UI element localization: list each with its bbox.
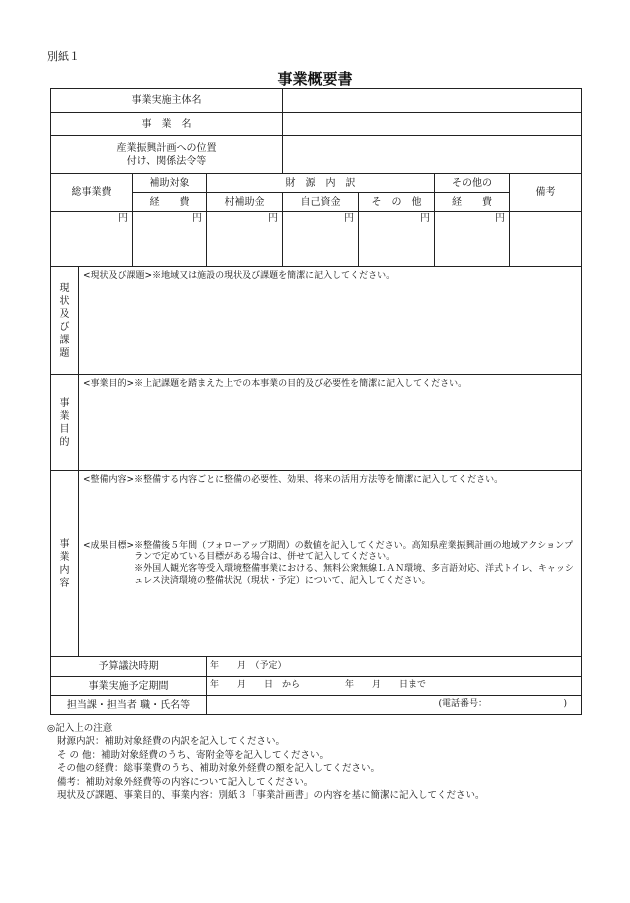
village-subsidy-header: 村補助金 [207, 193, 283, 212]
entry-notes [47, 722, 485, 803]
purpose-label: 事 業 目 的 [51, 375, 79, 471]
others-cell[interactable]: 円 [359, 212, 435, 267]
note-item: そ の 他：補助対象経費のうち、寄附金等を記入してください。 [57, 749, 330, 761]
breakdown-header: 財 源 内 訳 [207, 174, 435, 193]
village-subsidy-cell[interactable]: 円 [207, 212, 283, 267]
goal-block [83, 541, 577, 588]
purpose-field[interactable]: <事業目的>※上記課題を踏まえた上での本事業の目的及び必要性を簡潔に記入してください。 [79, 375, 582, 471]
note-item: 現状及び課題、事業目的、事業内容：別紙３「事業計画書」の内容を基に簡潔に記入してください。 [57, 790, 485, 802]
budget-label: 予算議決時期 [51, 657, 207, 677]
total-cost-cell[interactable]: 円 [51, 212, 133, 267]
goal-heading: <成果目標> [83, 540, 135, 551]
period-field[interactable]: 年 月 日 から 年 月 日まで [207, 677, 582, 696]
note-item: 財源内訳：補助対象経費の内訳を記入してください。 [57, 736, 286, 748]
document-title: 事業概要書 [277, 70, 353, 88]
contact-field[interactable]: (電話番号： ) [207, 696, 582, 715]
others-header: そ の 他 [359, 193, 435, 212]
content-field[interactable]: <整備内容>※整備する内容ごとに整備の必要性、効果、将来の活用方法等を簡潔に記入してください。 <成果目標> ※整備後５年間（フォローアップ期間）の数値を記入してください。高知県産業振興計画の地域アクションプランで定めている目標がある場合は、併せて記入してください。 ※外国人観光客等受入環境整備事業における、無料公衆無線ＬＡＮ環境、多言語対応、洋式トイレ、キャッシュレス決済環境の整備状況（現状・予定）について、記入してください。 [79, 471, 582, 657]
note-item: その他の経費：総事業費のうち、補助対象外経費の額を記入してください。 [57, 763, 381, 775]
goal-note-1: ※整備後５年間（フォローアップ期間）の数値を記入してください。高知県産業振興計画の地域アクションプランで定めている目標がある場合は、併せて記入してください。 [134, 540, 574, 563]
current-issues-field[interactable]: <現状及び課題>※地域又は施設の現状及び課題を簡潔に記入してください。 [79, 267, 582, 375]
summary-table [50, 88, 582, 715]
other-cost-header-2: 経 費 [435, 193, 510, 212]
remarks-header: 備考 [510, 174, 582, 212]
notes-heading: ◎記入上の注意 [47, 723, 113, 734]
subsidy-target-cell[interactable]: 円 [133, 212, 207, 267]
own-funds-header: 自己資金 [283, 193, 359, 212]
annex-label: 別紙１ [47, 50, 80, 63]
goal-note-2: ※外国人観光客等受入環境整備事業における、無料公衆無線ＬＡＮ環境、多言語対応、洋式トイレ、キャッシュレス決済環境の整備状況（現状・予定）について、記入してください。 [134, 564, 574, 586]
plan-position-field[interactable] [283, 136, 582, 174]
remarks-cell[interactable] [510, 212, 582, 267]
budget-field[interactable]: 年 月 （予定） [207, 657, 582, 677]
subsidy-target-header-2: 経 費 [133, 193, 207, 212]
project-name-field[interactable] [283, 113, 582, 136]
contact-label: 担当課・担当者 職・氏名等 [51, 696, 207, 715]
subsidy-target-header-1: 補助対象 [133, 174, 207, 193]
other-cost-cell[interactable]: 円 [435, 212, 510, 267]
project-name-label: 事 業 名 [51, 113, 283, 136]
total-cost-header: 総事業費 [51, 174, 133, 212]
period-label: 事業実施予定期間 [51, 677, 207, 696]
current-issues-label: 現 状 及 び 課 題 [51, 267, 79, 375]
note-item: 備考：補助対象外経費等の内容について記入してください。 [57, 776, 314, 788]
implementer-label: 事業実施主体名 [51, 89, 283, 113]
implementer-field[interactable] [283, 89, 582, 113]
other-cost-header-1: その他の [435, 174, 510, 193]
plan-position-label: 産業振興計画への位置 付け、関係法令等 [51, 136, 283, 174]
own-funds-cell[interactable]: 円 [283, 212, 359, 267]
content-label: 事 業 内 容 [51, 471, 79, 657]
